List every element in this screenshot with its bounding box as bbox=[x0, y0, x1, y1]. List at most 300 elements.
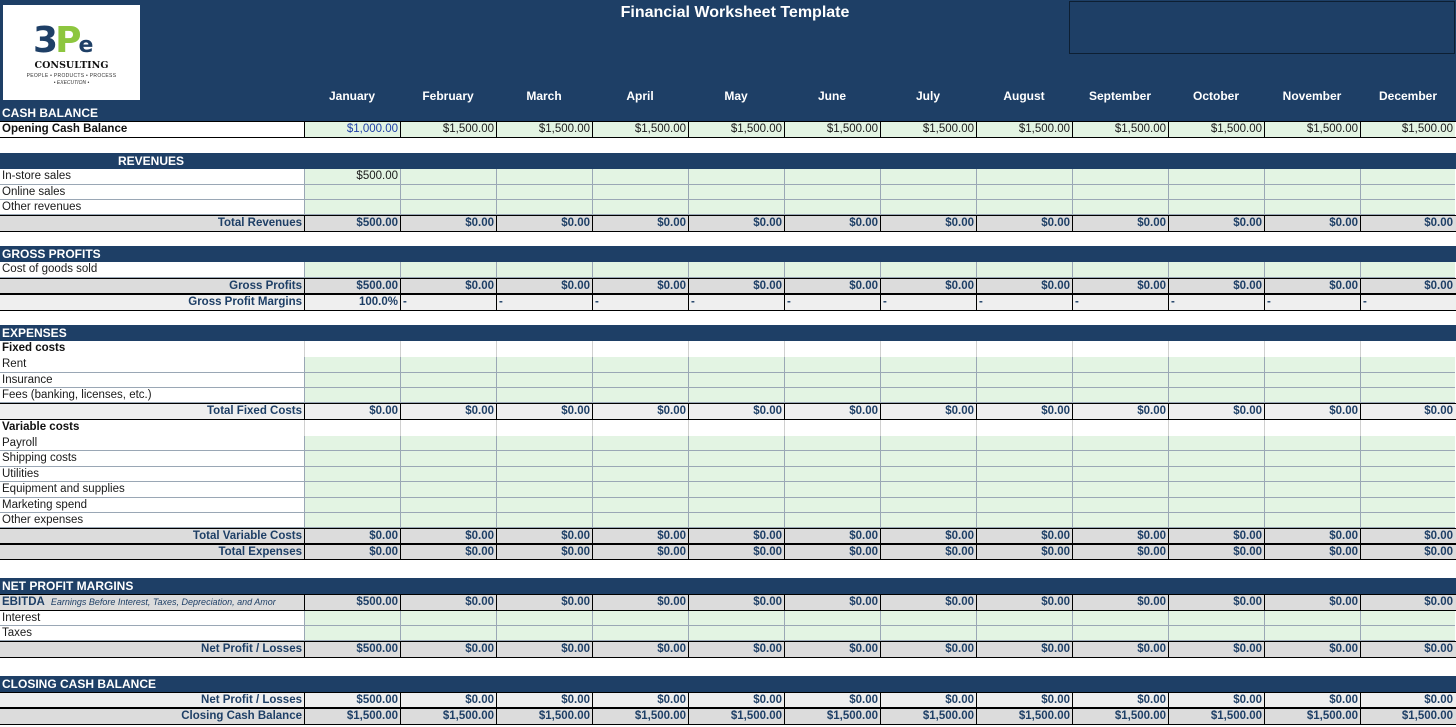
cell[interactable] bbox=[496, 420, 592, 436]
cell[interactable] bbox=[688, 262, 784, 278]
cell[interactable] bbox=[784, 169, 880, 185]
cell[interactable] bbox=[880, 373, 976, 388]
ebitda-label[interactable] bbox=[0, 595, 304, 610]
cell[interactable]: - bbox=[496, 295, 592, 310]
cell[interactable]: $1,500.00 bbox=[688, 709, 784, 724]
cell[interactable]: $0.00 bbox=[976, 693, 1072, 707]
cell[interactable] bbox=[592, 185, 688, 200]
cell[interactable]: $0.00 bbox=[1168, 693, 1264, 707]
cell[interactable]: $0.00 bbox=[880, 595, 976, 610]
cell[interactable] bbox=[400, 262, 496, 278]
cell[interactable] bbox=[496, 169, 592, 185]
cell[interactable]: $0.00 bbox=[400, 595, 496, 610]
cell[interactable] bbox=[1072, 451, 1168, 467]
cell[interactable]: $0.00 bbox=[496, 529, 592, 543]
cell[interactable] bbox=[1360, 436, 1455, 451]
cell[interactable] bbox=[304, 357, 400, 373]
cell[interactable]: $0.00 bbox=[1072, 216, 1168, 231]
cell[interactable]: $0.00 bbox=[784, 595, 880, 610]
cell[interactable] bbox=[592, 262, 688, 278]
cell[interactable]: $0.00 bbox=[688, 404, 784, 419]
cell[interactable] bbox=[1360, 262, 1455, 278]
cell[interactable]: $0.00 bbox=[976, 279, 1072, 293]
row-label[interactable]: Fees (banking, licenses, etc.) bbox=[0, 388, 304, 403]
cell[interactable] bbox=[1360, 611, 1455, 626]
cell[interactable] bbox=[1264, 482, 1360, 498]
cell[interactable] bbox=[1360, 200, 1455, 215]
row-label[interactable]: Net Profit / Losses bbox=[201, 643, 302, 655]
cell[interactable]: $0.00 bbox=[1072, 279, 1168, 293]
cell[interactable] bbox=[304, 388, 400, 403]
cell[interactable] bbox=[592, 513, 688, 528]
row-label[interactable]: Insurance bbox=[0, 373, 304, 388]
cell[interactable] bbox=[880, 341, 976, 357]
cell[interactable] bbox=[784, 420, 880, 436]
cell[interactable]: - bbox=[784, 295, 880, 310]
cell[interactable] bbox=[400, 373, 496, 388]
cell[interactable] bbox=[976, 357, 1072, 373]
cell[interactable]: $500.00 bbox=[304, 693, 400, 707]
cell[interactable]: $0.00 bbox=[400, 545, 496, 559]
cell[interactable] bbox=[592, 341, 688, 357]
cell[interactable]: $1,500.00 bbox=[1072, 709, 1168, 724]
cell[interactable] bbox=[976, 262, 1072, 278]
cell[interactable]: $1,500.00 bbox=[1072, 122, 1168, 137]
cell[interactable] bbox=[880, 498, 976, 513]
cell[interactable] bbox=[688, 513, 784, 528]
cell[interactable]: $500.00 bbox=[304, 169, 400, 185]
cell[interactable]: - bbox=[592, 295, 688, 310]
cell[interactable] bbox=[688, 420, 784, 436]
cell[interactable] bbox=[1072, 357, 1168, 373]
cell[interactable] bbox=[784, 341, 880, 357]
cell[interactable] bbox=[496, 262, 592, 278]
cell[interactable]: $0.00 bbox=[400, 216, 496, 231]
cell[interactable]: $0.00 bbox=[496, 545, 592, 559]
cell[interactable]: $0.00 bbox=[400, 642, 496, 657]
cell[interactable] bbox=[304, 626, 400, 641]
cell[interactable] bbox=[1168, 200, 1264, 215]
cell[interactable]: $1,500.00 bbox=[496, 122, 592, 137]
cell[interactable]: $1,500.00 bbox=[1264, 709, 1360, 724]
cell[interactable] bbox=[592, 357, 688, 373]
cell[interactable]: $0.00 bbox=[496, 216, 592, 231]
cell[interactable]: $1,500.00 bbox=[976, 122, 1072, 137]
cell[interactable] bbox=[784, 357, 880, 373]
cell[interactable]: $0.00 bbox=[1264, 404, 1360, 419]
cell[interactable] bbox=[400, 436, 496, 451]
cell[interactable] bbox=[1360, 388, 1455, 403]
month-header[interactable]: August bbox=[1003, 89, 1045, 103]
cell[interactable]: $0.00 bbox=[496, 404, 592, 419]
cell[interactable] bbox=[592, 200, 688, 215]
row-label[interactable]: Online sales bbox=[0, 185, 304, 200]
cell[interactable]: $1,000.00 bbox=[304, 122, 400, 137]
cell[interactable] bbox=[1264, 373, 1360, 388]
cell[interactable] bbox=[1072, 467, 1168, 482]
cell[interactable] bbox=[1072, 513, 1168, 528]
row-label[interactable]: Equipment and supplies bbox=[0, 482, 304, 498]
cell[interactable]: $0.00 bbox=[592, 642, 688, 657]
cell[interactable] bbox=[400, 626, 496, 641]
row-label[interactable]: Taxes bbox=[0, 626, 304, 641]
cell[interactable]: $1,500.00 bbox=[688, 122, 784, 137]
cell[interactable] bbox=[1072, 626, 1168, 641]
cell[interactable] bbox=[1264, 341, 1360, 357]
header-note-box[interactable] bbox=[1069, 1, 1455, 54]
cell[interactable] bbox=[304, 200, 400, 215]
cell[interactable]: $1,500.00 bbox=[784, 122, 880, 137]
month-header[interactable]: February bbox=[422, 89, 474, 103]
cell[interactable]: $1,500.00 bbox=[304, 709, 400, 724]
cell[interactable] bbox=[976, 341, 1072, 357]
cell[interactable] bbox=[976, 169, 1072, 185]
cell[interactable] bbox=[784, 513, 880, 528]
cell[interactable] bbox=[400, 357, 496, 373]
cell[interactable] bbox=[688, 498, 784, 513]
cell[interactable] bbox=[400, 169, 496, 185]
cell[interactable] bbox=[880, 451, 976, 467]
cell[interactable]: $0.00 bbox=[1168, 595, 1264, 610]
cell[interactable] bbox=[1264, 200, 1360, 215]
cell[interactable] bbox=[784, 262, 880, 278]
cell[interactable]: $0.00 bbox=[688, 279, 784, 293]
cell[interactable] bbox=[400, 467, 496, 482]
cell[interactable] bbox=[784, 185, 880, 200]
cell[interactable] bbox=[1264, 498, 1360, 513]
month-header[interactable]: June bbox=[817, 89, 846, 103]
cell[interactable]: $0.00 bbox=[304, 404, 400, 419]
cell[interactable] bbox=[784, 388, 880, 403]
cell[interactable] bbox=[496, 611, 592, 626]
cell[interactable] bbox=[592, 373, 688, 388]
cell[interactable] bbox=[304, 373, 400, 388]
cell[interactable] bbox=[688, 436, 784, 451]
cell[interactable] bbox=[880, 436, 976, 451]
cell[interactable] bbox=[496, 341, 592, 357]
cell[interactable] bbox=[976, 626, 1072, 641]
cell[interactable]: $0.00 bbox=[592, 545, 688, 559]
cell[interactable] bbox=[1360, 373, 1455, 388]
cell[interactable] bbox=[304, 262, 400, 278]
month-header[interactable]: May bbox=[724, 89, 748, 103]
cell[interactable] bbox=[784, 482, 880, 498]
cell[interactable] bbox=[688, 451, 784, 467]
cell[interactable]: $0.00 bbox=[400, 279, 496, 293]
cell[interactable] bbox=[1264, 436, 1360, 451]
cell[interactable] bbox=[976, 420, 1072, 436]
cell[interactable] bbox=[1360, 626, 1455, 641]
cell[interactable]: $0.00 bbox=[304, 545, 400, 559]
cell[interactable]: $0.00 bbox=[688, 529, 784, 543]
cell[interactable]: - bbox=[1168, 295, 1264, 310]
cell[interactable]: $0.00 bbox=[1072, 404, 1168, 419]
cell[interactable]: $1,500.00 bbox=[1360, 122, 1455, 137]
cell[interactable]: $1,500.00 bbox=[1168, 122, 1264, 137]
cell[interactable] bbox=[880, 626, 976, 641]
cell[interactable]: $0.00 bbox=[1360, 693, 1455, 707]
cell[interactable]: $0.00 bbox=[1168, 642, 1264, 657]
cell[interactable]: $500.00 bbox=[304, 595, 400, 610]
cell[interactable] bbox=[688, 626, 784, 641]
cell[interactable] bbox=[784, 611, 880, 626]
cell[interactable] bbox=[880, 420, 976, 436]
cell[interactable] bbox=[304, 611, 400, 626]
cell[interactable]: 100.0% bbox=[304, 295, 400, 310]
cell[interactable]: $0.00 bbox=[592, 216, 688, 231]
cell[interactable]: $0.00 bbox=[880, 529, 976, 543]
cell[interactable]: $0.00 bbox=[784, 693, 880, 707]
cell[interactable] bbox=[1168, 467, 1264, 482]
cell[interactable]: $0.00 bbox=[976, 404, 1072, 419]
cell[interactable]: - bbox=[1360, 295, 1455, 310]
cell[interactable] bbox=[784, 200, 880, 215]
cell[interactable]: $0.00 bbox=[1264, 545, 1360, 559]
row-label[interactable]: Gross Profits bbox=[229, 280, 302, 292]
cell[interactable] bbox=[496, 185, 592, 200]
cell[interactable]: $0.00 bbox=[976, 529, 1072, 543]
cell[interactable]: - bbox=[1072, 295, 1168, 310]
cell[interactable]: $0.00 bbox=[784, 529, 880, 543]
cell[interactable] bbox=[1360, 341, 1455, 357]
month-header[interactable]: December bbox=[1378, 89, 1438, 103]
cell[interactable] bbox=[1168, 357, 1264, 373]
cell[interactable]: $1,500.00 bbox=[880, 122, 976, 137]
cell[interactable]: $0.00 bbox=[688, 216, 784, 231]
cell[interactable] bbox=[496, 436, 592, 451]
cell[interactable] bbox=[976, 467, 1072, 482]
cell[interactable] bbox=[1168, 169, 1264, 185]
cell[interactable] bbox=[1168, 341, 1264, 357]
cell[interactable]: $0.00 bbox=[976, 545, 1072, 559]
cell[interactable] bbox=[1168, 482, 1264, 498]
cell[interactable]: $1,500.00 bbox=[592, 709, 688, 724]
cell[interactable]: $0.00 bbox=[400, 404, 496, 419]
cell[interactable] bbox=[1360, 420, 1455, 436]
cell[interactable]: $0.00 bbox=[688, 642, 784, 657]
cell[interactable]: $0.00 bbox=[1168, 529, 1264, 543]
cell[interactable] bbox=[1264, 262, 1360, 278]
cell[interactable] bbox=[1264, 185, 1360, 200]
cell[interactable] bbox=[496, 388, 592, 403]
cell[interactable] bbox=[976, 436, 1072, 451]
cell[interactable]: - bbox=[976, 295, 1072, 310]
row-label[interactable]: Total Revenues bbox=[217, 217, 302, 229]
cell[interactable]: $0.00 bbox=[880, 642, 976, 657]
cell[interactable] bbox=[880, 611, 976, 626]
cell[interactable] bbox=[400, 341, 496, 357]
cell[interactable]: $0.00 bbox=[592, 595, 688, 610]
cell[interactable] bbox=[1072, 498, 1168, 513]
cell[interactable] bbox=[304, 482, 400, 498]
cell[interactable] bbox=[592, 388, 688, 403]
month-header[interactable]: September bbox=[1088, 89, 1152, 103]
cell[interactable]: $0.00 bbox=[304, 529, 400, 543]
cell[interactable]: $0.00 bbox=[1264, 279, 1360, 293]
cell[interactable] bbox=[400, 513, 496, 528]
cell[interactable]: $0.00 bbox=[784, 216, 880, 231]
cell[interactable]: - bbox=[1264, 295, 1360, 310]
cell[interactable]: $1,500.00 bbox=[400, 122, 496, 137]
row-label[interactable]: Total Expenses bbox=[218, 546, 302, 558]
cell[interactable] bbox=[688, 200, 784, 215]
cell[interactable] bbox=[880, 513, 976, 528]
cell[interactable] bbox=[304, 467, 400, 482]
cell[interactable]: $0.00 bbox=[400, 693, 496, 707]
cell[interactable] bbox=[784, 373, 880, 388]
cell[interactable]: $0.00 bbox=[1360, 216, 1455, 231]
cell[interactable] bbox=[1264, 611, 1360, 626]
cell[interactable] bbox=[1360, 513, 1455, 528]
cell[interactable] bbox=[1264, 169, 1360, 185]
cell[interactable] bbox=[976, 388, 1072, 403]
cell[interactable]: $0.00 bbox=[688, 595, 784, 610]
cell[interactable]: $0.00 bbox=[1168, 279, 1264, 293]
cell[interactable]: $1,500.00 bbox=[784, 709, 880, 724]
row-label[interactable]: Cost of goods sold bbox=[0, 262, 304, 278]
row-label[interactable]: Total Fixed Costs bbox=[207, 405, 302, 417]
cell[interactable] bbox=[496, 482, 592, 498]
cell[interactable] bbox=[1072, 341, 1168, 357]
cell[interactable] bbox=[688, 341, 784, 357]
cell[interactable]: $0.00 bbox=[1072, 642, 1168, 657]
cell[interactable]: - bbox=[400, 295, 496, 310]
cell[interactable]: $0.00 bbox=[1360, 529, 1455, 543]
cell[interactable]: $500.00 bbox=[304, 642, 400, 657]
cell[interactable] bbox=[496, 467, 592, 482]
cell[interactable] bbox=[1168, 626, 1264, 641]
month-header[interactable]: July bbox=[915, 89, 940, 103]
cell[interactable]: $0.00 bbox=[1360, 279, 1455, 293]
cell[interactable]: $0.00 bbox=[688, 693, 784, 707]
cell[interactable] bbox=[976, 200, 1072, 215]
cell[interactable] bbox=[784, 498, 880, 513]
cell[interactable] bbox=[1360, 467, 1455, 482]
cell[interactable] bbox=[592, 436, 688, 451]
cell[interactable] bbox=[1168, 185, 1264, 200]
cell[interactable] bbox=[304, 451, 400, 467]
month-header[interactable]: November bbox=[1282, 89, 1342, 103]
cell[interactable]: - bbox=[688, 295, 784, 310]
cell[interactable] bbox=[880, 482, 976, 498]
cell[interactable] bbox=[1264, 357, 1360, 373]
row-label[interactable]: Other expenses bbox=[0, 513, 304, 528]
cell[interactable] bbox=[976, 482, 1072, 498]
cell[interactable]: $0.00 bbox=[784, 545, 880, 559]
cell[interactable]: $0.00 bbox=[1264, 693, 1360, 707]
cell[interactable]: $1,500.00 bbox=[1360, 709, 1455, 724]
cell[interactable] bbox=[784, 436, 880, 451]
cell[interactable] bbox=[592, 451, 688, 467]
cell[interactable]: $0.00 bbox=[1072, 545, 1168, 559]
row-label[interactable]: In-store sales bbox=[0, 169, 304, 185]
cell[interactable]: $500.00 bbox=[304, 216, 400, 231]
cell[interactable] bbox=[592, 467, 688, 482]
cell[interactable] bbox=[688, 467, 784, 482]
cell[interactable] bbox=[592, 420, 688, 436]
cell[interactable] bbox=[1168, 420, 1264, 436]
cell[interactable] bbox=[1168, 388, 1264, 403]
cell[interactable] bbox=[592, 482, 688, 498]
cell[interactable]: $0.00 bbox=[784, 404, 880, 419]
row-label[interactable]: Gross Profit Margins bbox=[188, 296, 302, 308]
cell[interactable]: $0.00 bbox=[1360, 545, 1455, 559]
cell[interactable] bbox=[304, 420, 400, 436]
row-label[interactable]: Net Profit / Losses bbox=[201, 694, 302, 706]
cell[interactable]: $0.00 bbox=[976, 595, 1072, 610]
row-label[interactable]: Marketing spend bbox=[0, 498, 304, 513]
cell[interactable]: $0.00 bbox=[880, 693, 976, 707]
cell[interactable] bbox=[496, 200, 592, 215]
cell[interactable] bbox=[400, 611, 496, 626]
cell[interactable]: $0.00 bbox=[784, 279, 880, 293]
cell[interactable]: $0.00 bbox=[496, 693, 592, 707]
cell[interactable] bbox=[1168, 513, 1264, 528]
cell[interactable]: $0.00 bbox=[880, 545, 976, 559]
cell[interactable] bbox=[400, 185, 496, 200]
cell[interactable] bbox=[1168, 451, 1264, 467]
cell[interactable] bbox=[1072, 200, 1168, 215]
cell[interactable] bbox=[880, 388, 976, 403]
cell[interactable] bbox=[592, 626, 688, 641]
month-header[interactable]: March bbox=[526, 89, 562, 103]
cell[interactable]: $0.00 bbox=[1360, 404, 1455, 419]
cell[interactable] bbox=[1264, 467, 1360, 482]
cell[interactable] bbox=[1168, 262, 1264, 278]
cell[interactable]: $0.00 bbox=[880, 404, 976, 419]
cell[interactable]: $0.00 bbox=[1168, 404, 1264, 419]
cell[interactable] bbox=[304, 436, 400, 451]
cell[interactable] bbox=[496, 498, 592, 513]
cell[interactable] bbox=[1072, 373, 1168, 388]
cell[interactable]: $0.00 bbox=[1360, 595, 1455, 610]
cell[interactable]: $0.00 bbox=[1168, 545, 1264, 559]
cell[interactable] bbox=[1072, 169, 1168, 185]
cell[interactable]: $1,500.00 bbox=[880, 709, 976, 724]
cell[interactable] bbox=[880, 262, 976, 278]
cell[interactable] bbox=[976, 451, 1072, 467]
cell[interactable]: $500.00 bbox=[304, 279, 400, 293]
cell[interactable] bbox=[400, 200, 496, 215]
row-label[interactable]: Opening Cash Balance bbox=[0, 122, 304, 137]
cell[interactable]: $0.00 bbox=[976, 642, 1072, 657]
cell[interactable] bbox=[400, 498, 496, 513]
cell[interactable]: $0.00 bbox=[496, 642, 592, 657]
cell[interactable] bbox=[1360, 357, 1455, 373]
cell[interactable] bbox=[1168, 373, 1264, 388]
cell[interactable] bbox=[1072, 262, 1168, 278]
cell[interactable] bbox=[496, 451, 592, 467]
cell[interactable]: $1,500.00 bbox=[592, 122, 688, 137]
cell[interactable] bbox=[688, 611, 784, 626]
cell[interactable] bbox=[1168, 498, 1264, 513]
cell[interactable] bbox=[784, 467, 880, 482]
cell[interactable] bbox=[592, 498, 688, 513]
cell[interactable] bbox=[1072, 185, 1168, 200]
cell[interactable] bbox=[1072, 482, 1168, 498]
cell[interactable] bbox=[880, 185, 976, 200]
month-header[interactable]: April bbox=[626, 89, 654, 103]
cell[interactable] bbox=[1072, 388, 1168, 403]
cell[interactable]: $0.00 bbox=[1360, 642, 1455, 657]
row-label[interactable]: Utilities bbox=[0, 467, 304, 482]
cell[interactable]: $0.00 bbox=[1264, 216, 1360, 231]
month-header[interactable]: January bbox=[328, 89, 376, 103]
cell[interactable] bbox=[304, 185, 400, 200]
cell[interactable]: $0.00 bbox=[496, 279, 592, 293]
cell[interactable]: $0.00 bbox=[1072, 595, 1168, 610]
cell[interactable] bbox=[1168, 436, 1264, 451]
